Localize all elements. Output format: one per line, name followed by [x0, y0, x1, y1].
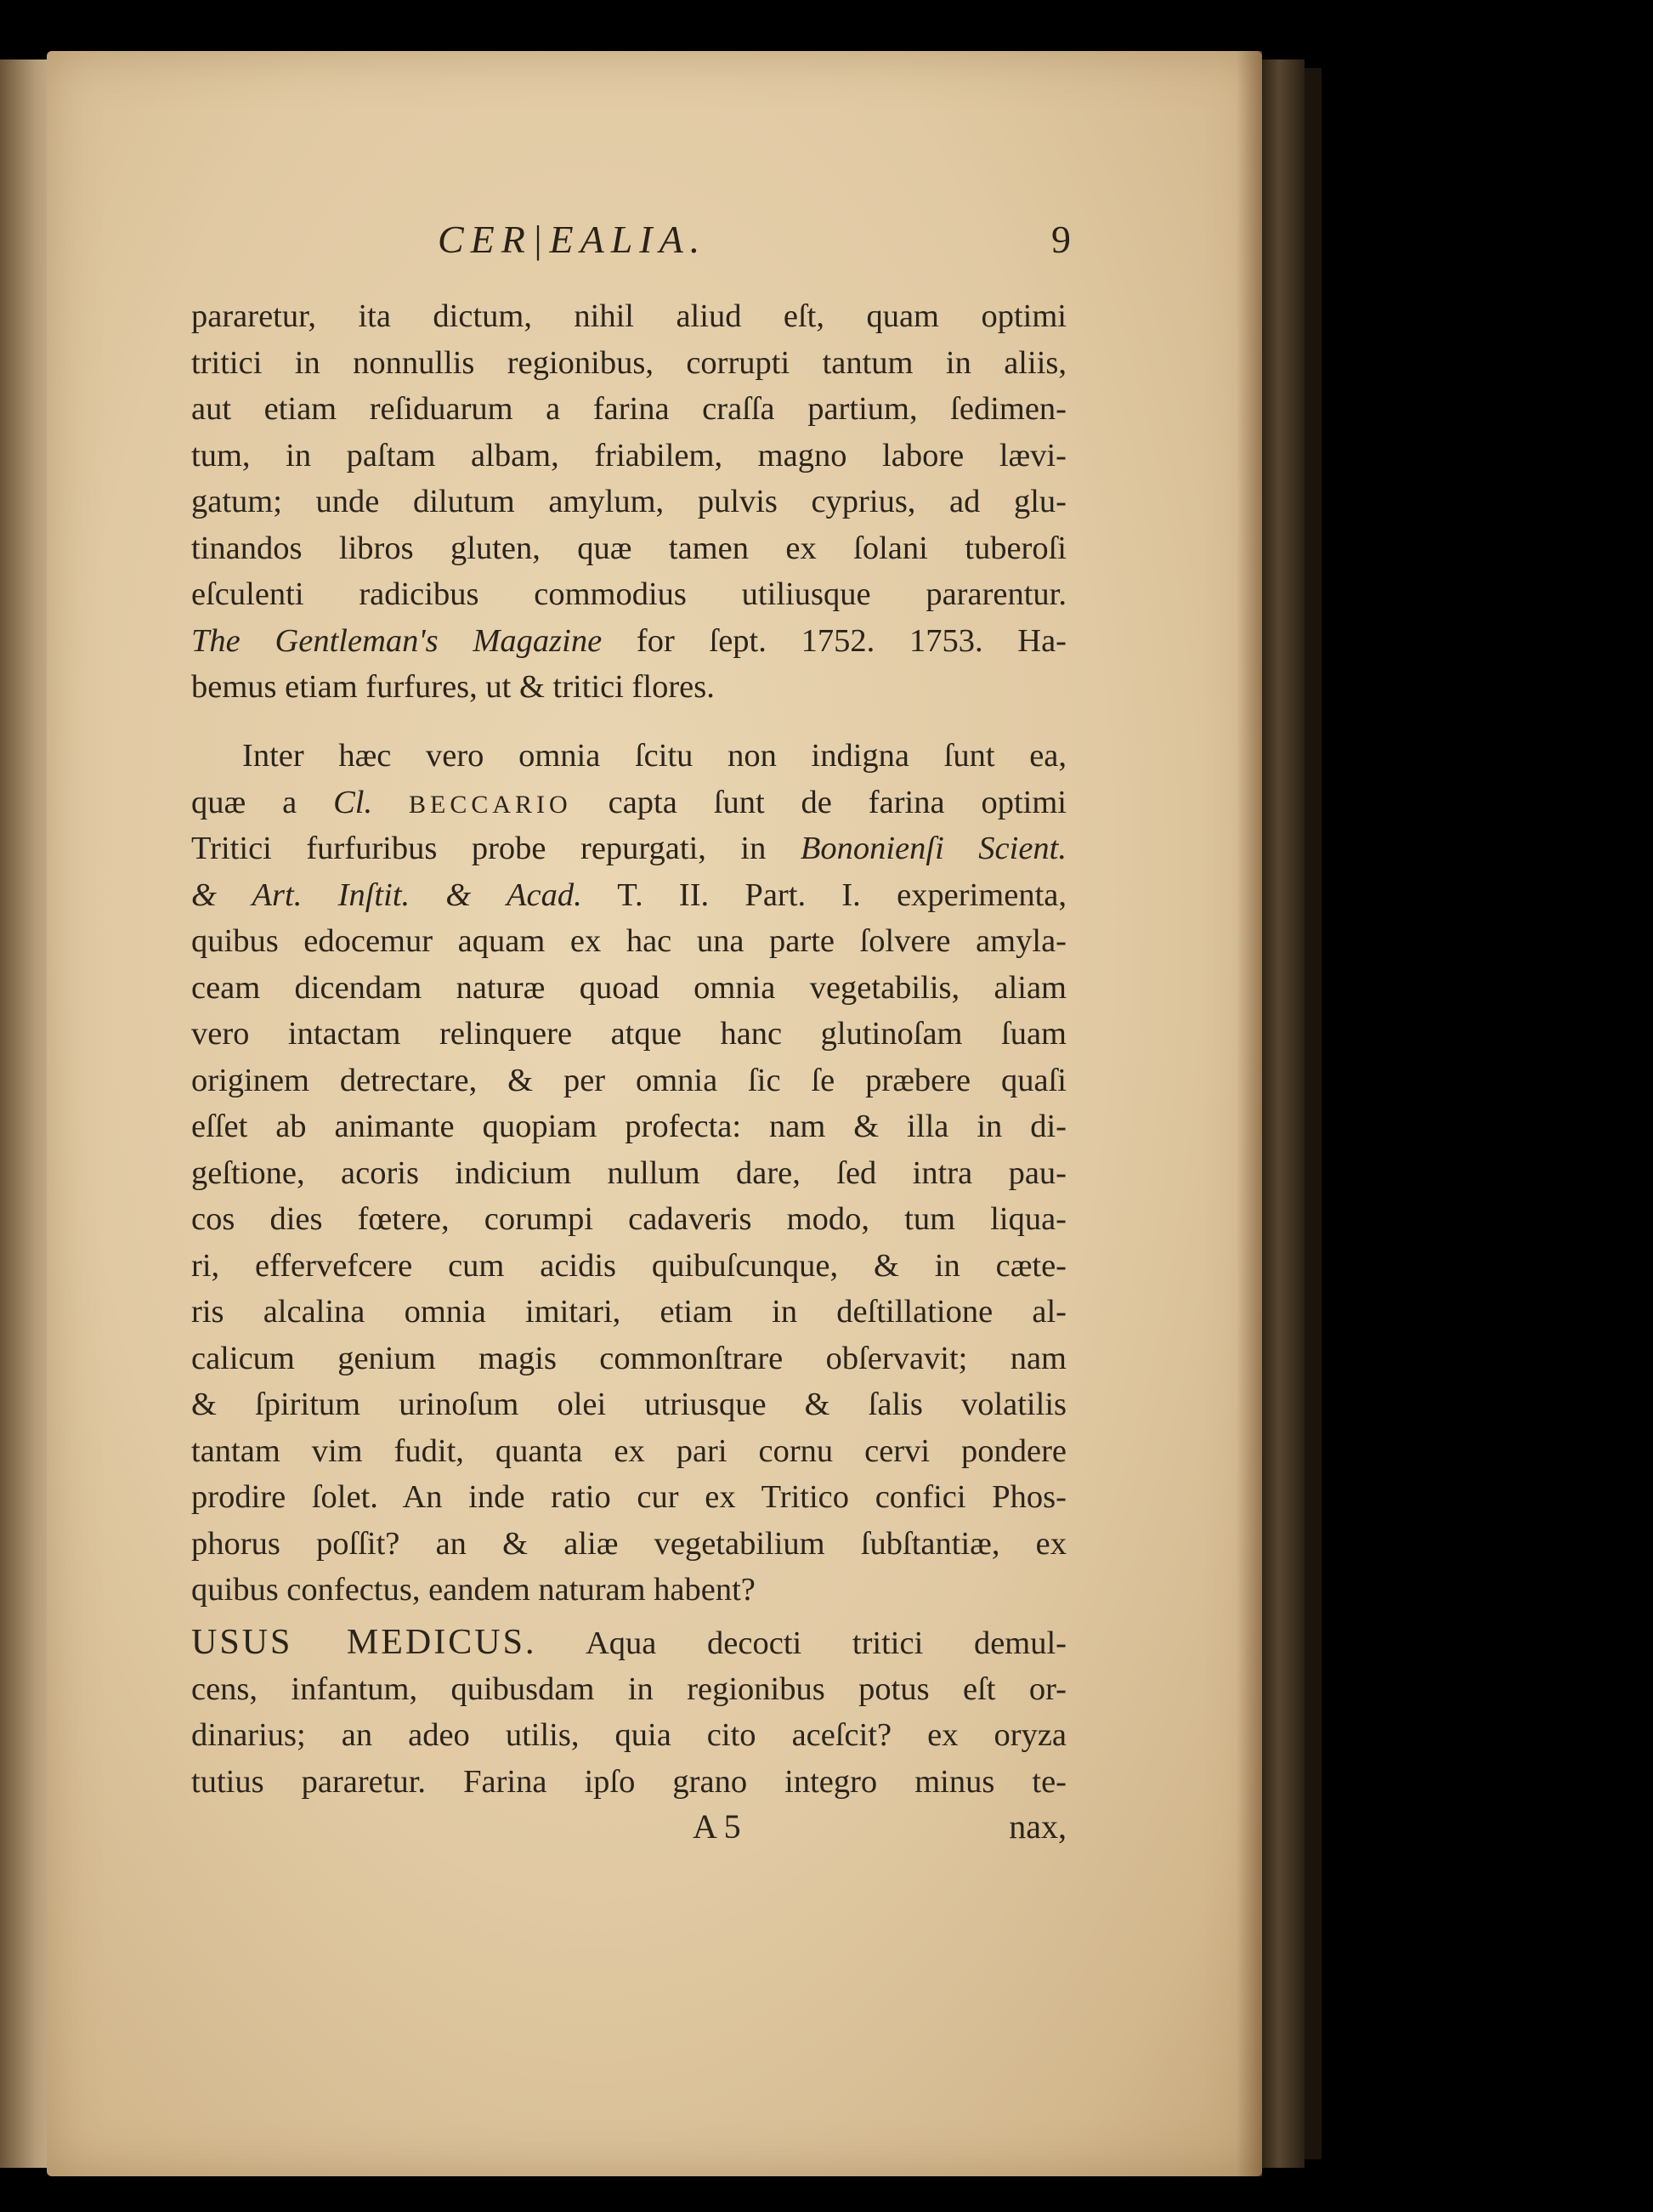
section-heading: USUS MEDICUS.	[191, 1623, 537, 1662]
signature-mark: A 5	[693, 1807, 741, 1846]
running-head	[183, 217, 1071, 276]
text-line: eſculenti radicibus commodius utiliusque pararentur.	[191, 576, 1067, 612]
text-line: eſſet ab animante quopiam profecta: nam & illa in di-	[191, 1109, 1067, 1144]
text-italic: Cl.	[333, 784, 373, 820]
text-line: ceam dicendam naturæ quoad omnia vegetabilis, aliam	[191, 969, 1067, 1006]
text-line: dinarius; an adeo utilis, quia cito aceſcit? ex oryza	[191, 1717, 1067, 1753]
text-line: originem detrectare, & per omnia ſic ſe præbere quaſi	[191, 1062, 1067, 1098]
text-line: & ſpiritum urinoſum olei utriusque & ſalis volatilis	[191, 1387, 1067, 1422]
paragraph-2	[191, 733, 1067, 1614]
text-line: tinandos libros gluten, quæ tamen ex ſolani tuberoſi	[191, 530, 1067, 566]
text-run: T. II. Part. I. experimenta,	[581, 876, 1067, 913]
text-line: calicum genium magis commonſtrare obſervavit; nam	[191, 1340, 1067, 1376]
journal-title-cont: & Art. Inſtit. & Acad.	[191, 876, 582, 913]
text-line: gatum; unde dilutum amylum, pulvis cyprius, ad glu-	[191, 484, 1067, 519]
text-line: vero intactam relinquere atque hanc glutinoſam ſuam	[191, 1016, 1067, 1052]
page-gutter-shadow	[1237, 51, 1262, 2176]
text-line	[191, 780, 1067, 826]
text-line: quibus edocemur aquam ex hac una parte ſolvere amyla-	[191, 923, 1067, 959]
page-footer	[191, 1806, 1067, 1854]
text-line: tantam vim fudit, quanta ex pari cornu cervi pondere	[191, 1432, 1067, 1469]
citation-source: The Gentleman's Magazine	[191, 622, 603, 659]
author-name: BECCARIO	[409, 790, 572, 819]
text-line: ris alcalina omnia imitari, etiam in deſtillatione al-	[191, 1294, 1067, 1330]
text-line: aut etiam reſiduarum a farina craſſa partium, ſedimen-	[191, 391, 1067, 427]
journal-title: Bononienſi Scient.	[800, 831, 1067, 866]
text-line	[191, 1619, 1067, 1666]
catchword: nax,	[1009, 1807, 1067, 1846]
text-line: tum, in paſtam albam, friabilem, magno labore lævi-	[191, 437, 1067, 474]
text-line: ri, effervefcere cum acidis quibuſcunque, & in cæte-	[191, 1247, 1067, 1284]
text-line: cos dies fœtere, corumpi cadaveris modo, tum liqua-	[191, 1201, 1067, 1237]
text-line: tutius pararetur. Farina ipſo grano integro minus te-	[191, 1763, 1067, 1800]
citation-detail: for ſept. 1752. 1753. Ha-	[602, 622, 1067, 659]
text-line: cens, infantum, quibusdam in regionibus potus eſt or-	[191, 1670, 1067, 1707]
text-run: Tritici furfuribus probe repurgati, in	[191, 831, 801, 866]
text-line: tritici in nonnullis regionibus, corrupti tantum in aliis,	[191, 344, 1067, 381]
paragraph-1	[191, 293, 1067, 711]
text-line: prodire ſolet. An inde ratio cur ex Tritico confici Phos-	[191, 1479, 1067, 1515]
text-line	[191, 872, 1067, 919]
text-line: Inter hæc vero omnia ſcitu non indigna ſunt ea,	[242, 738, 1067, 774]
page-number: 9	[1051, 218, 1071, 261]
text-line: bemus etiam furfures, ut & tritici flores.	[191, 669, 715, 705]
book-cover-edge	[1262, 60, 1305, 2168]
running-title: CER|EALIA.	[438, 218, 707, 261]
text-line: phorus poſſit? an & aliæ vegetabilium ſubſtantiæ, ex	[191, 1525, 1067, 1562]
text-run: Aqua decocti tritici demul-	[536, 1625, 1067, 1661]
citation-line	[191, 618, 1067, 665]
book-spine-shadow	[1305, 68, 1322, 2159]
text-line: geſtione, acoris indicium nullum dare, ſed intra pau-	[191, 1154, 1067, 1191]
text-run: capta ſunt de farina optimi	[571, 784, 1067, 820]
text-line: quibus confectus, eandem naturam habent?	[191, 1572, 756, 1608]
text-line: pararetur, ita dictum, nihil aliud eſt, quam optimi	[191, 298, 1067, 334]
text-run: quæ a	[191, 784, 334, 820]
text-line	[191, 825, 1067, 872]
paragraph-3	[191, 1619, 1067, 1805]
